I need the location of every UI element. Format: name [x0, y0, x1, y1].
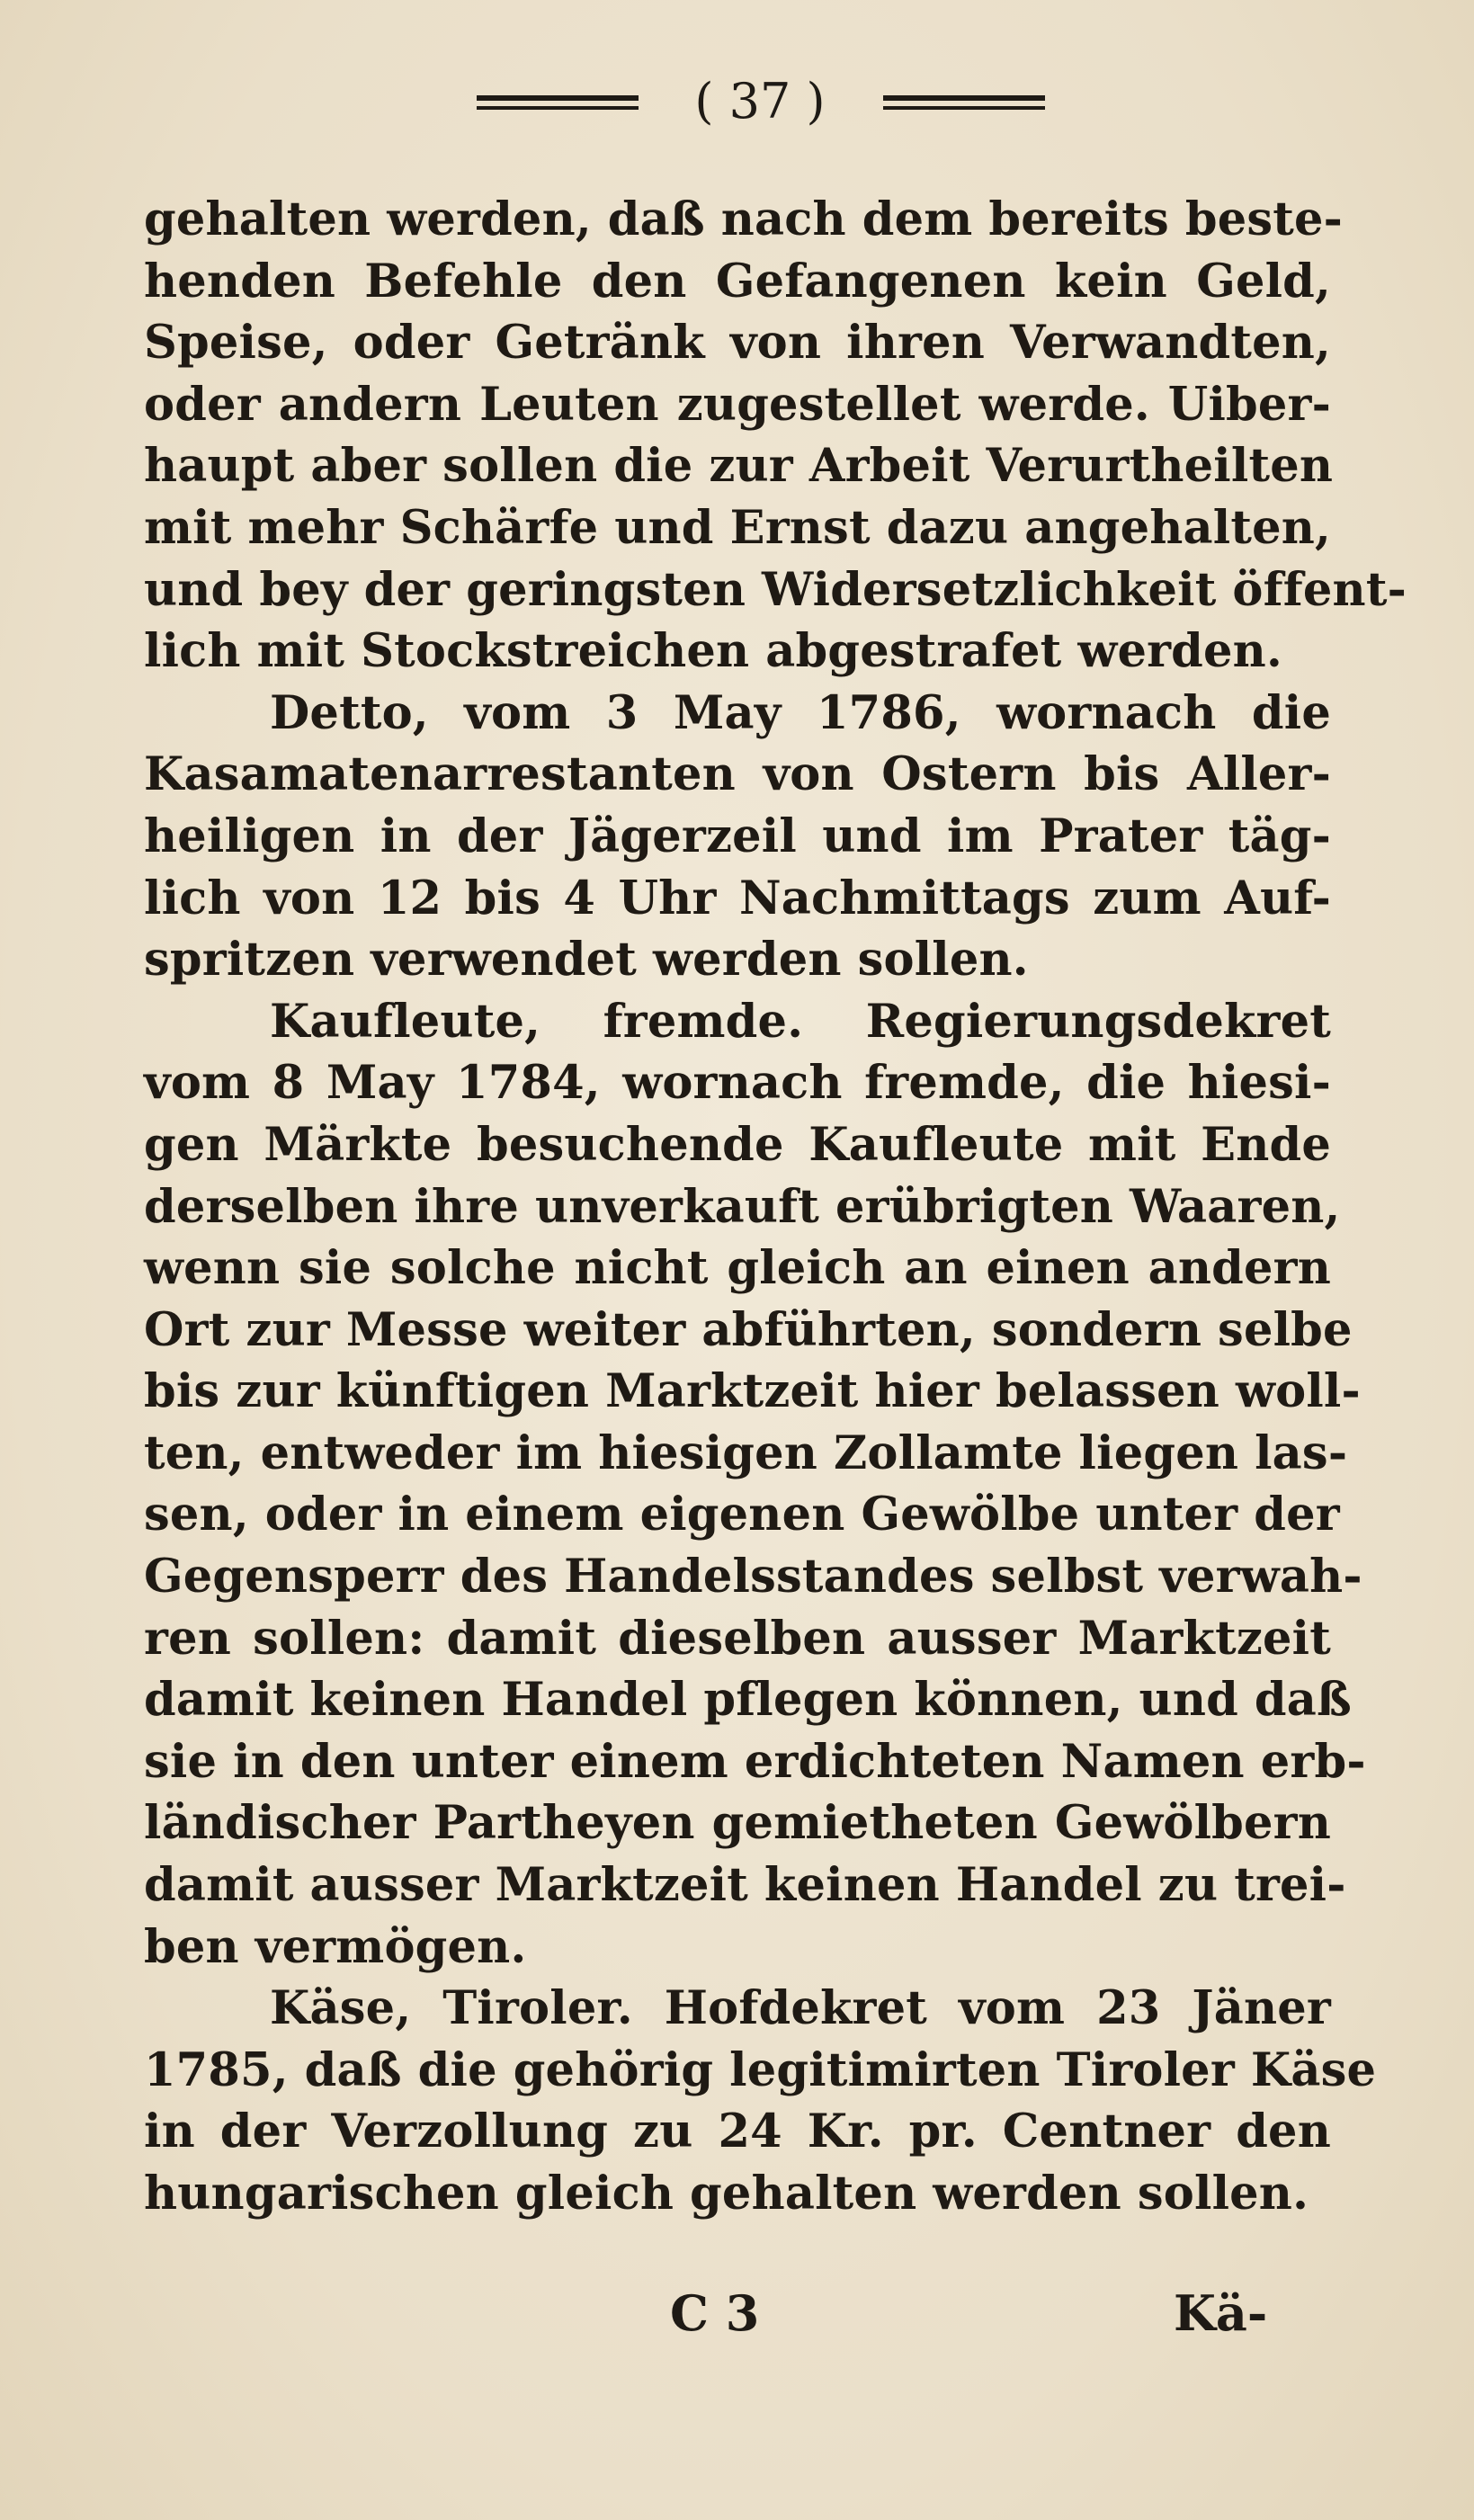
header-rule-right	[883, 95, 1045, 110]
signature-mark: C 3	[670, 2284, 760, 2342]
text-line: sie in den unter einem erdichteten Namen erb-	[144, 1734, 1366, 1789]
text-line: bis zur künftigen Marktzeit hier belassen woll-	[144, 1364, 1361, 1419]
text-line: damit keinen Handel pflegen können, und daß	[144, 1673, 1352, 1728]
text-line: lich von 12 bis 4 Uhr Nachmittags zum Auf-	[144, 871, 1331, 925]
text-line: Detto, vom 3 May 1786, wornach die	[270, 685, 1331, 740]
text-line: gehalten werden, daß nach dem bereits beste-	[144, 192, 1344, 246]
text-line: heiligen in der Jägerzeil und im Prater täg-	[144, 809, 1331, 863]
text-line: spritzen verwendet werden sollen.	[144, 933, 1029, 987]
text-line: derselben ihre unverkauft erübrigten Waaren,	[144, 1179, 1341, 1234]
catchword: Kä-	[1174, 2284, 1268, 2342]
text-line: in der Verzollung zu 24 Kr. pr. Centner den	[144, 2104, 1331, 2159]
text-line: lich mit Stockstreichen abgestrafet werden.	[144, 624, 1282, 679]
text-line: wenn sie solche nicht gleich an einen andern	[144, 1241, 1331, 1296]
text-line: ren sollen: damit dieselben ausser Marktzeit	[144, 1611, 1331, 1666]
text-line: damit ausser Marktzeit keinen Handel zu trei-	[144, 1858, 1346, 1913]
text-line: ben vermögen.	[144, 1919, 527, 1974]
body-text	[144, 189, 1407, 2225]
text-line: oder andern Leuten zugestellet werde. Uiber-	[144, 377, 1331, 432]
text-line: henden Befehle den Gefangenen kein Geld,	[144, 254, 1331, 308]
text-line: Speise, oder Getränk von ihren Verwandten,	[144, 316, 1331, 371]
text-line: mit mehr Schärfe und Ernst dazu angehalten,	[144, 500, 1331, 555]
text-line: ländischer Partheyen gemietheten Gewölbern	[144, 1796, 1331, 1851]
text-line: Kasamatenarrestanten von Ostern bis Aller-	[144, 747, 1331, 802]
text-line: Gegensperr des Handelsstandes selbst verwah-	[144, 1550, 1362, 1604]
text-line: haupt aber sollen die zur Arbeit Verurtheilten	[144, 439, 1334, 494]
text-line: sen, oder in einem eigenen Gewölbe unter der	[144, 1488, 1340, 1542]
header-rule-left	[477, 95, 639, 110]
text-line: Kaufleute, fremde. Regierungsdekret	[270, 994, 1331, 1049]
text-line: und bey der geringsten Widersetzlichkeit öffent-	[144, 562, 1407, 617]
text-line: 1785, daß die gehörig legitimirten Tiroler Käse	[144, 2042, 1377, 2097]
page-footer	[0, 2277, 1474, 2349]
page-number: ( 37 )	[694, 73, 826, 130]
page-header	[0, 70, 1474, 133]
text-line: vom 8 May 1784, wornach fremde, die hiesi-	[144, 1056, 1331, 1111]
text-line: gen Märkte besuchende Kaufleute mit Ende	[144, 1117, 1331, 1172]
text-line: ten, entweder im hiesigen Zollamte liegen las-	[144, 1425, 1348, 1480]
text-line: hungarischen gleich gehalten werden sollen.	[144, 2167, 1309, 2221]
text-line: Käse, Tiroler. Hofdekret vom 23 Jäner	[270, 1981, 1331, 2036]
text-line: Ort zur Messe weiter abführten, sondern selbe	[144, 1302, 1353, 1357]
